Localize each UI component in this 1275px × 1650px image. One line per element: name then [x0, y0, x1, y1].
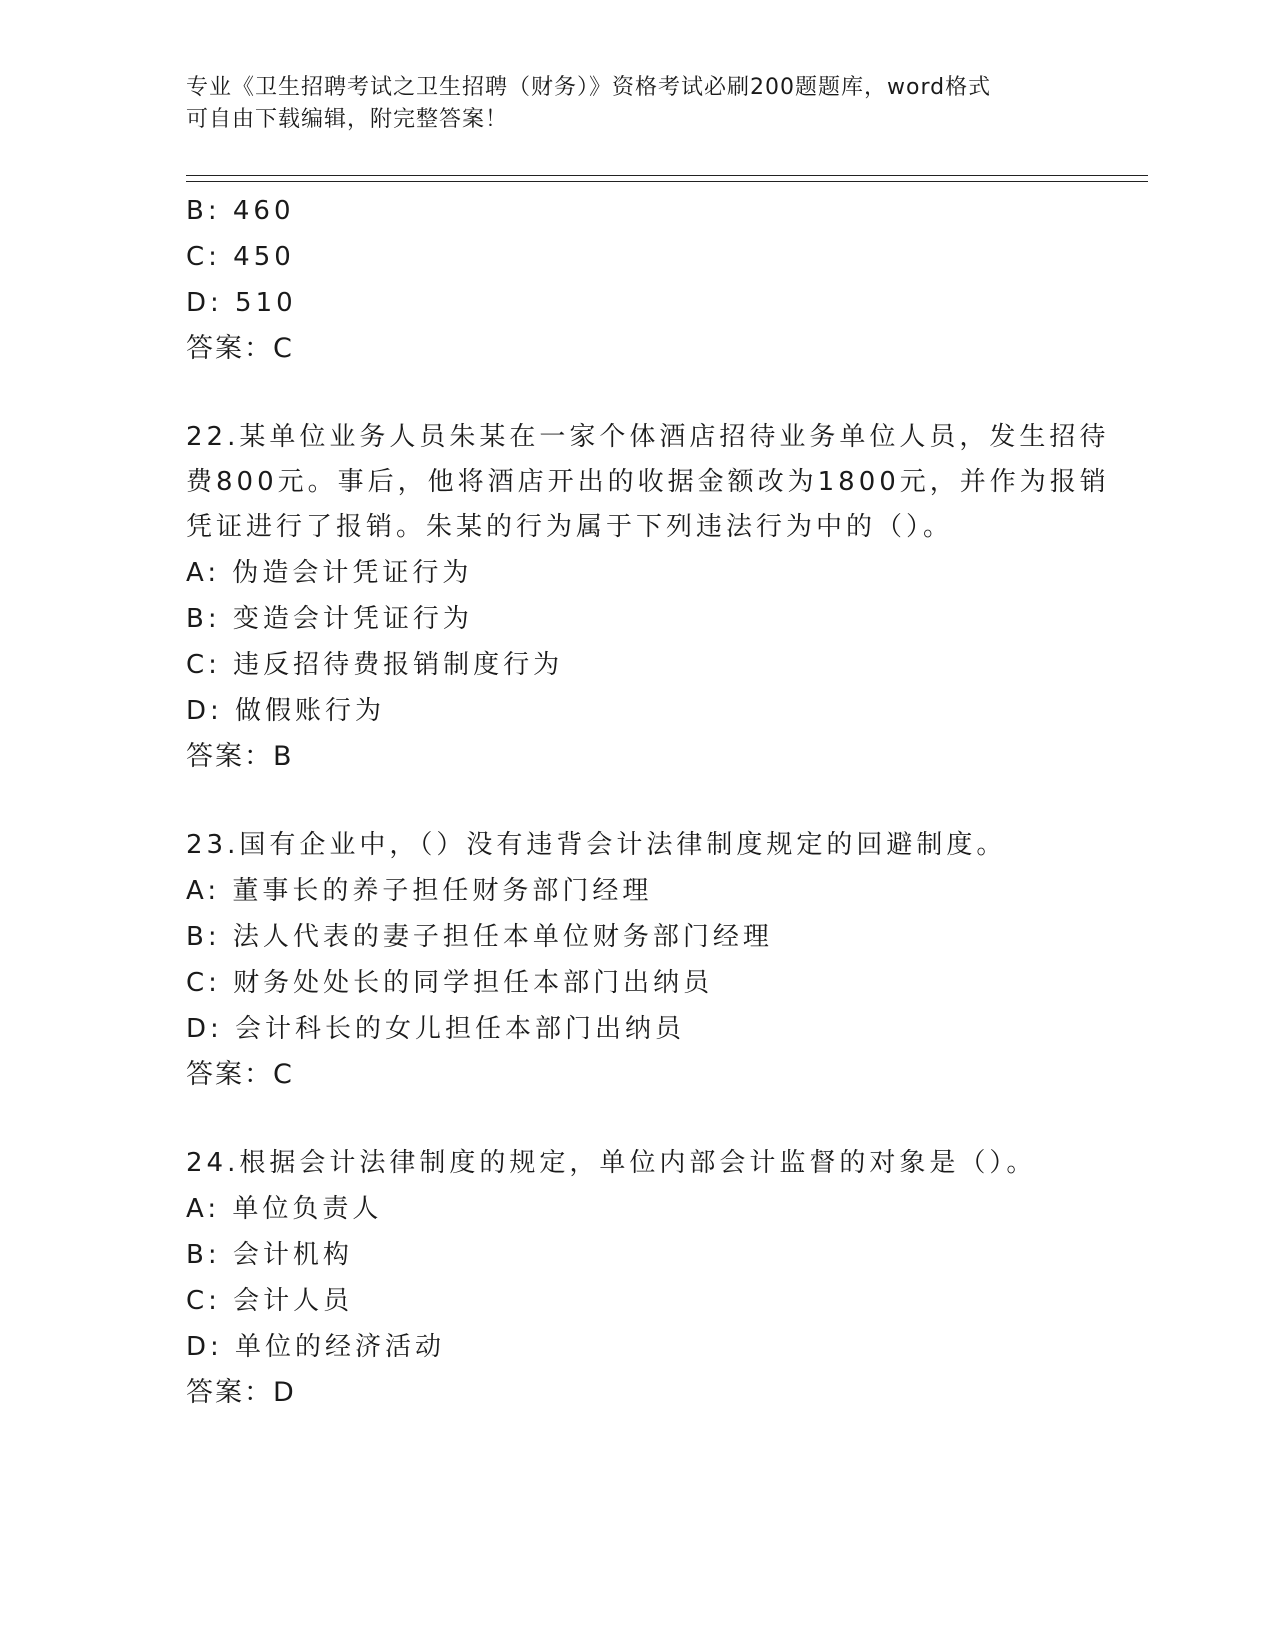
document-header — [186, 72, 1066, 136]
option-b: B: 变造会计凭证行为 — [186, 604, 473, 634]
question-stem — [186, 415, 1110, 550]
spacer — [186, 372, 1086, 415]
question-stem-line: 23.国有企业中，（）没有违背会计法律制度规定的回避制度。 — [186, 830, 1007, 860]
question-23 — [186, 823, 1086, 1098]
answer-line: 答案：C — [186, 1059, 294, 1090]
option-c: C: 会计人员 — [186, 1286, 354, 1316]
spacer — [186, 1098, 1086, 1141]
option-d: D: 510 — [186, 288, 297, 318]
answer-line: 答案：D — [186, 1377, 296, 1408]
option-d: D: 做假账行为 — [186, 696, 386, 726]
header-title-line-2: 可自由下载编辑，附完整答案！ — [186, 107, 509, 132]
option-a: A: 单位负责人 — [186, 1194, 383, 1224]
question-stem-line: 费800元。事后，他将酒店开出的收据金额改为1800元，并作为报销 — [186, 467, 1110, 497]
option-a: A: 董事长的养子担任财务部门经理 — [186, 876, 653, 906]
option-b: B: 会计机构 — [186, 1240, 353, 1270]
question-content — [186, 188, 1110, 1416]
option-c: C: 违反招待费报销制度行为 — [186, 650, 564, 680]
question-stem-line: 22.某单位业务人员朱某在一家个体酒店招待业务单位人员，发生招待 — [186, 422, 1110, 452]
header-title-line-1: 专业《卫生招聘考试之卫生招聘（财务）》资格考试必刷200题题库，word格式 — [186, 75, 992, 100]
question-stem-line: 24.根据会计法律制度的规定，单位内部会计监督的对象是（）。 — [186, 1148, 1037, 1178]
option-a: A: 伪造会计凭证行为 — [186, 558, 473, 588]
option-d: D: 会计科长的女儿担任本部门出纳员 — [186, 1014, 686, 1044]
question-stem — [186, 823, 1086, 868]
option-b: B: 460 — [186, 196, 295, 226]
header-divider-bottom — [186, 181, 1148, 182]
question-stem — [186, 1141, 1086, 1186]
answer-line: 答案：C — [186, 333, 294, 364]
option-c: C: 450 — [186, 242, 295, 272]
question-24 — [186, 1141, 1086, 1416]
option-d: D: 单位的经济活动 — [186, 1332, 446, 1362]
header-divider-top — [186, 175, 1148, 176]
question-22 — [186, 415, 1110, 780]
prev-question-block — [186, 188, 1086, 372]
option-c: C: 财务处处长的同学担任本部门出纳员 — [186, 968, 714, 998]
spacer — [186, 780, 1086, 823]
question-stem-line: 凭证进行了报销。朱某的行为属于下列违法行为中的（）。 — [186, 512, 954, 542]
answer-line: 答案：B — [186, 741, 294, 772]
option-b: B: 法人代表的妻子担任本单位财务部门经理 — [186, 922, 773, 952]
